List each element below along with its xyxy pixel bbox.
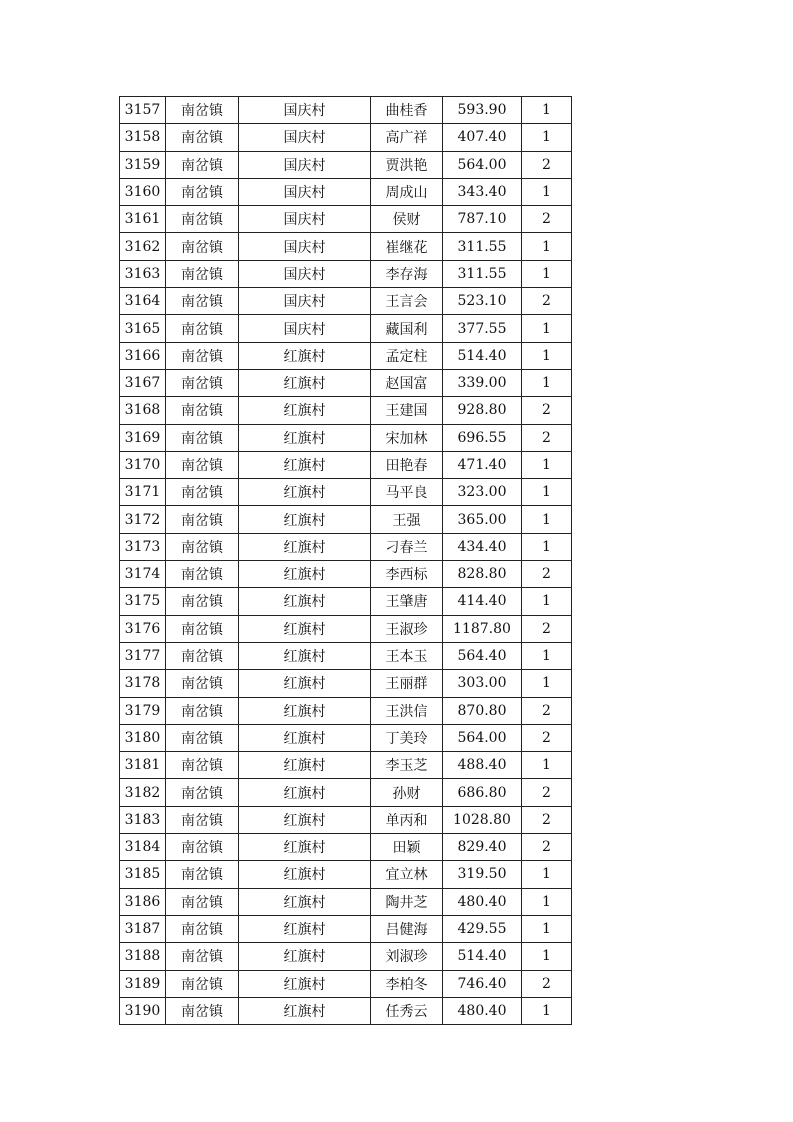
table-row xyxy=(120,642,572,669)
table-row xyxy=(120,970,572,997)
name-cell: 田艳春 xyxy=(371,451,443,478)
village-cell: 红旗村 xyxy=(239,806,371,833)
count-cell: 1 xyxy=(522,506,572,533)
village-cell: 红旗村 xyxy=(239,533,371,560)
town-cell: 南岔镇 xyxy=(166,342,239,369)
table-row xyxy=(120,997,572,1024)
village-cell: 国庆村 xyxy=(239,178,371,205)
name-cell: 宜立林 xyxy=(371,861,443,888)
amount-cell: 414.40 xyxy=(443,588,522,615)
row-number-cell: 3159 xyxy=(120,151,166,178)
count-cell: 1 xyxy=(522,915,572,942)
amount-cell: 746.40 xyxy=(443,970,522,997)
table-row xyxy=(120,233,572,260)
amount-cell: 480.40 xyxy=(443,888,522,915)
count-cell: 1 xyxy=(522,588,572,615)
town-cell: 南岔镇 xyxy=(166,206,239,233)
count-cell: 2 xyxy=(522,834,572,861)
town-cell: 南岔镇 xyxy=(166,806,239,833)
name-cell: 孟定柱 xyxy=(371,342,443,369)
table-row xyxy=(120,315,572,342)
count-cell: 2 xyxy=(522,615,572,642)
name-cell: 孙财 xyxy=(371,779,443,806)
amount-cell: 686.80 xyxy=(443,779,522,806)
amount-cell: 523.10 xyxy=(443,288,522,315)
village-cell: 红旗村 xyxy=(239,506,371,533)
town-cell: 南岔镇 xyxy=(166,506,239,533)
count-cell: 1 xyxy=(522,342,572,369)
table-row xyxy=(120,451,572,478)
amount-cell: 828.80 xyxy=(443,561,522,588)
town-cell: 南岔镇 xyxy=(166,424,239,451)
table-row xyxy=(120,615,572,642)
town-cell: 南岔镇 xyxy=(166,779,239,806)
row-number-cell: 3166 xyxy=(120,342,166,369)
row-number-cell: 3186 xyxy=(120,888,166,915)
row-number-cell: 3171 xyxy=(120,479,166,506)
amount-cell: 319.50 xyxy=(443,861,522,888)
name-cell: 单丙和 xyxy=(371,806,443,833)
village-cell: 红旗村 xyxy=(239,479,371,506)
town-cell: 南岔镇 xyxy=(166,997,239,1024)
amount-cell: 377.55 xyxy=(443,315,522,342)
table-row xyxy=(120,397,572,424)
row-number-cell: 3184 xyxy=(120,834,166,861)
village-cell: 红旗村 xyxy=(239,451,371,478)
row-number-cell: 3180 xyxy=(120,724,166,751)
name-cell: 刘淑珍 xyxy=(371,943,443,970)
amount-cell: 365.00 xyxy=(443,506,522,533)
amount-cell: 564.40 xyxy=(443,642,522,669)
town-cell: 南岔镇 xyxy=(166,752,239,779)
row-number-cell: 3187 xyxy=(120,915,166,942)
village-cell: 红旗村 xyxy=(239,724,371,751)
name-cell: 周成山 xyxy=(371,178,443,205)
village-cell: 国庆村 xyxy=(239,206,371,233)
table-row xyxy=(120,724,572,751)
amount-cell: 564.00 xyxy=(443,151,522,178)
count-cell: 2 xyxy=(522,806,572,833)
village-cell: 红旗村 xyxy=(239,915,371,942)
amount-cell: 564.00 xyxy=(443,724,522,751)
count-cell: 2 xyxy=(522,779,572,806)
amount-cell: 870.80 xyxy=(443,697,522,724)
village-cell: 红旗村 xyxy=(239,561,371,588)
village-cell: 红旗村 xyxy=(239,588,371,615)
amount-cell: 480.40 xyxy=(443,997,522,1024)
amount-cell: 339.00 xyxy=(443,369,522,396)
count-cell: 1 xyxy=(522,97,572,124)
name-cell: 刁春兰 xyxy=(371,533,443,560)
table-body xyxy=(120,97,572,1025)
name-cell: 宋加林 xyxy=(371,424,443,451)
row-number-cell: 3182 xyxy=(120,779,166,806)
amount-cell: 488.40 xyxy=(443,752,522,779)
village-cell: 红旗村 xyxy=(239,697,371,724)
count-cell: 2 xyxy=(522,206,572,233)
count-cell: 1 xyxy=(522,451,572,478)
village-cell: 国庆村 xyxy=(239,151,371,178)
village-cell: 红旗村 xyxy=(239,943,371,970)
amount-cell: 434.40 xyxy=(443,533,522,560)
village-cell: 红旗村 xyxy=(239,970,371,997)
town-cell: 南岔镇 xyxy=(166,97,239,124)
village-cell: 红旗村 xyxy=(239,888,371,915)
town-cell: 南岔镇 xyxy=(166,970,239,997)
table-row xyxy=(120,342,572,369)
count-cell: 2 xyxy=(522,970,572,997)
amount-cell: 1187.80 xyxy=(443,615,522,642)
table-row xyxy=(120,861,572,888)
row-number-cell: 3164 xyxy=(120,288,166,315)
row-number-cell: 3160 xyxy=(120,178,166,205)
row-number-cell: 3165 xyxy=(120,315,166,342)
row-number-cell: 3172 xyxy=(120,506,166,533)
table-row xyxy=(120,670,572,697)
table-row xyxy=(120,178,572,205)
row-number-cell: 3168 xyxy=(120,397,166,424)
name-cell: 李西标 xyxy=(371,561,443,588)
name-cell: 高广祥 xyxy=(371,124,443,151)
table-row xyxy=(120,288,572,315)
town-cell: 南岔镇 xyxy=(166,670,239,697)
town-cell: 南岔镇 xyxy=(166,397,239,424)
row-number-cell: 3162 xyxy=(120,233,166,260)
name-cell: 田颖 xyxy=(371,834,443,861)
count-cell: 1 xyxy=(522,479,572,506)
count-cell: 1 xyxy=(522,642,572,669)
amount-cell: 343.40 xyxy=(443,178,522,205)
row-number-cell: 3161 xyxy=(120,206,166,233)
town-cell: 南岔镇 xyxy=(166,615,239,642)
village-cell: 红旗村 xyxy=(239,397,371,424)
town-cell: 南岔镇 xyxy=(166,151,239,178)
amount-cell: 303.00 xyxy=(443,670,522,697)
name-cell: 李存海 xyxy=(371,260,443,287)
town-cell: 南岔镇 xyxy=(166,861,239,888)
count-cell: 1 xyxy=(522,260,572,287)
row-number-cell: 3185 xyxy=(120,861,166,888)
count-cell: 2 xyxy=(522,561,572,588)
count-cell: 1 xyxy=(522,752,572,779)
village-cell: 红旗村 xyxy=(239,642,371,669)
count-cell: 2 xyxy=(522,397,572,424)
village-cell: 红旗村 xyxy=(239,342,371,369)
amount-cell: 787.10 xyxy=(443,206,522,233)
row-number-cell: 3158 xyxy=(120,124,166,151)
name-cell: 王肇唐 xyxy=(371,588,443,615)
town-cell: 南岔镇 xyxy=(166,178,239,205)
count-cell: 1 xyxy=(522,178,572,205)
name-cell: 王洪信 xyxy=(371,697,443,724)
amount-cell: 593.90 xyxy=(443,97,522,124)
name-cell: 贾洪艳 xyxy=(371,151,443,178)
count-cell: 1 xyxy=(522,861,572,888)
town-cell: 南岔镇 xyxy=(166,724,239,751)
row-number-cell: 3170 xyxy=(120,451,166,478)
name-cell: 王建国 xyxy=(371,397,443,424)
amount-cell: 407.40 xyxy=(443,124,522,151)
table-row xyxy=(120,369,572,396)
table-row xyxy=(120,806,572,833)
town-cell: 南岔镇 xyxy=(166,315,239,342)
town-cell: 南岔镇 xyxy=(166,697,239,724)
amount-cell: 429.55 xyxy=(443,915,522,942)
name-cell: 吕健海 xyxy=(371,915,443,942)
table-row xyxy=(120,915,572,942)
count-cell: 1 xyxy=(522,124,572,151)
village-cell: 红旗村 xyxy=(239,997,371,1024)
name-cell: 王言会 xyxy=(371,288,443,315)
amount-cell: 311.55 xyxy=(443,233,522,260)
amount-cell: 696.55 xyxy=(443,424,522,451)
name-cell: 赵国富 xyxy=(371,369,443,396)
amount-cell: 311.55 xyxy=(443,260,522,287)
row-number-cell: 3190 xyxy=(120,997,166,1024)
table-row xyxy=(120,479,572,506)
row-number-cell: 3173 xyxy=(120,533,166,560)
village-cell: 国庆村 xyxy=(239,233,371,260)
row-number-cell: 3188 xyxy=(120,943,166,970)
row-number-cell: 3167 xyxy=(120,369,166,396)
table-row xyxy=(120,943,572,970)
village-cell: 红旗村 xyxy=(239,424,371,451)
count-cell: 2 xyxy=(522,697,572,724)
row-number-cell: 3181 xyxy=(120,752,166,779)
count-cell: 2 xyxy=(522,424,572,451)
table-row xyxy=(120,97,572,124)
village-cell: 国庆村 xyxy=(239,288,371,315)
amount-cell: 514.40 xyxy=(443,342,522,369)
name-cell: 曲桂香 xyxy=(371,97,443,124)
table-row xyxy=(120,124,572,151)
name-cell: 李柏冬 xyxy=(371,970,443,997)
data-table xyxy=(119,96,572,1025)
count-cell: 1 xyxy=(522,997,572,1024)
town-cell: 南岔镇 xyxy=(166,915,239,942)
amount-cell: 514.40 xyxy=(443,943,522,970)
amount-cell: 323.00 xyxy=(443,479,522,506)
village-cell: 红旗村 xyxy=(239,834,371,861)
count-cell: 2 xyxy=(522,724,572,751)
row-number-cell: 3169 xyxy=(120,424,166,451)
town-cell: 南岔镇 xyxy=(166,451,239,478)
table-row xyxy=(120,588,572,615)
name-cell: 侯财 xyxy=(371,206,443,233)
village-cell: 国庆村 xyxy=(239,97,371,124)
amount-cell: 471.40 xyxy=(443,451,522,478)
row-number-cell: 3176 xyxy=(120,615,166,642)
count-cell: 1 xyxy=(522,369,572,396)
row-number-cell: 3189 xyxy=(120,970,166,997)
name-cell: 陶井芝 xyxy=(371,888,443,915)
count-cell: 1 xyxy=(522,233,572,260)
table-row xyxy=(120,206,572,233)
amount-cell: 928.80 xyxy=(443,397,522,424)
row-number-cell: 3174 xyxy=(120,561,166,588)
village-cell: 红旗村 xyxy=(239,861,371,888)
name-cell: 马平良 xyxy=(371,479,443,506)
town-cell: 南岔镇 xyxy=(166,124,239,151)
table-row xyxy=(120,260,572,287)
village-cell: 红旗村 xyxy=(239,779,371,806)
count-cell: 1 xyxy=(522,888,572,915)
name-cell: 丁美玲 xyxy=(371,724,443,751)
table-row xyxy=(120,697,572,724)
count-cell: 1 xyxy=(522,315,572,342)
village-cell: 国庆村 xyxy=(239,315,371,342)
town-cell: 南岔镇 xyxy=(166,588,239,615)
name-cell: 王丽群 xyxy=(371,670,443,697)
village-cell: 红旗村 xyxy=(239,369,371,396)
village-cell: 红旗村 xyxy=(239,615,371,642)
village-cell: 国庆村 xyxy=(239,260,371,287)
count-cell: 1 xyxy=(522,533,572,560)
name-cell: 王本玉 xyxy=(371,642,443,669)
town-cell: 南岔镇 xyxy=(166,888,239,915)
amount-cell: 829.40 xyxy=(443,834,522,861)
name-cell: 崔继花 xyxy=(371,233,443,260)
name-cell: 李玉芝 xyxy=(371,752,443,779)
table-row xyxy=(120,834,572,861)
count-cell: 1 xyxy=(522,943,572,970)
count-cell: 2 xyxy=(522,151,572,178)
town-cell: 南岔镇 xyxy=(166,533,239,560)
town-cell: 南岔镇 xyxy=(166,561,239,588)
town-cell: 南岔镇 xyxy=(166,642,239,669)
table-row xyxy=(120,561,572,588)
table-row xyxy=(120,506,572,533)
village-cell: 红旗村 xyxy=(239,670,371,697)
row-number-cell: 3175 xyxy=(120,588,166,615)
row-number-cell: 3178 xyxy=(120,670,166,697)
count-cell: 1 xyxy=(522,670,572,697)
town-cell: 南岔镇 xyxy=(166,479,239,506)
row-number-cell: 3163 xyxy=(120,260,166,287)
table-row xyxy=(120,752,572,779)
table-row xyxy=(120,779,572,806)
village-cell: 红旗村 xyxy=(239,752,371,779)
name-cell: 王淑珍 xyxy=(371,615,443,642)
row-number-cell: 3183 xyxy=(120,806,166,833)
village-cell: 国庆村 xyxy=(239,124,371,151)
name-cell: 王强 xyxy=(371,506,443,533)
table-row xyxy=(120,533,572,560)
town-cell: 南岔镇 xyxy=(166,369,239,396)
town-cell: 南岔镇 xyxy=(166,233,239,260)
town-cell: 南岔镇 xyxy=(166,943,239,970)
row-number-cell: 3177 xyxy=(120,642,166,669)
name-cell: 任秀云 xyxy=(371,997,443,1024)
town-cell: 南岔镇 xyxy=(166,260,239,287)
town-cell: 南岔镇 xyxy=(166,834,239,861)
table-row xyxy=(120,424,572,451)
town-cell: 南岔镇 xyxy=(166,288,239,315)
name-cell: 藏国利 xyxy=(371,315,443,342)
row-number-cell: 3179 xyxy=(120,697,166,724)
count-cell: 2 xyxy=(522,288,572,315)
table-row xyxy=(120,151,572,178)
amount-cell: 1028.80 xyxy=(443,806,522,833)
table-row xyxy=(120,888,572,915)
row-number-cell: 3157 xyxy=(120,97,166,124)
